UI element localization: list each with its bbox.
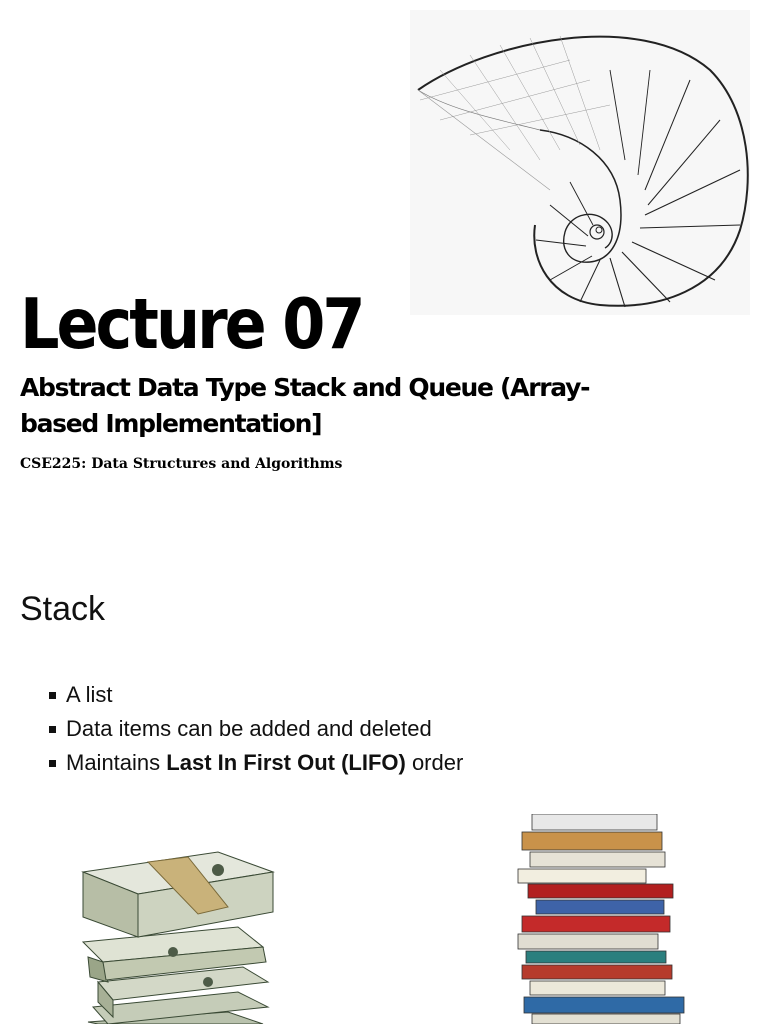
nautilus-shell-image	[410, 10, 750, 315]
lifo-emphasis: Last In First Out (LIFO)	[166, 750, 406, 775]
bullet-item: Maintains Last In First Out (LIFO) order	[66, 746, 463, 780]
book-stack-image	[510, 814, 700, 1024]
money-stack-image	[78, 832, 278, 1024]
lecture-subtitle: Abstract Data Type Stack and Queue (Array-based Implementation]	[20, 373, 590, 438]
bullet-list	[66, 678, 463, 780]
stack-slide	[0, 560, 768, 1024]
slide-heading: Stack	[20, 590, 106, 628]
course-name: CSE225: Data Structures and Algorithms	[20, 456, 343, 472]
lecture-title: Lecture 07	[20, 283, 363, 366]
bullet-item: A list	[66, 678, 463, 712]
bullet-square-icon	[49, 760, 56, 767]
bullet-item: Data items can be added and deleted	[66, 712, 463, 746]
bullet-square-icon	[49, 726, 56, 733]
bullet-square-icon	[49, 692, 56, 699]
